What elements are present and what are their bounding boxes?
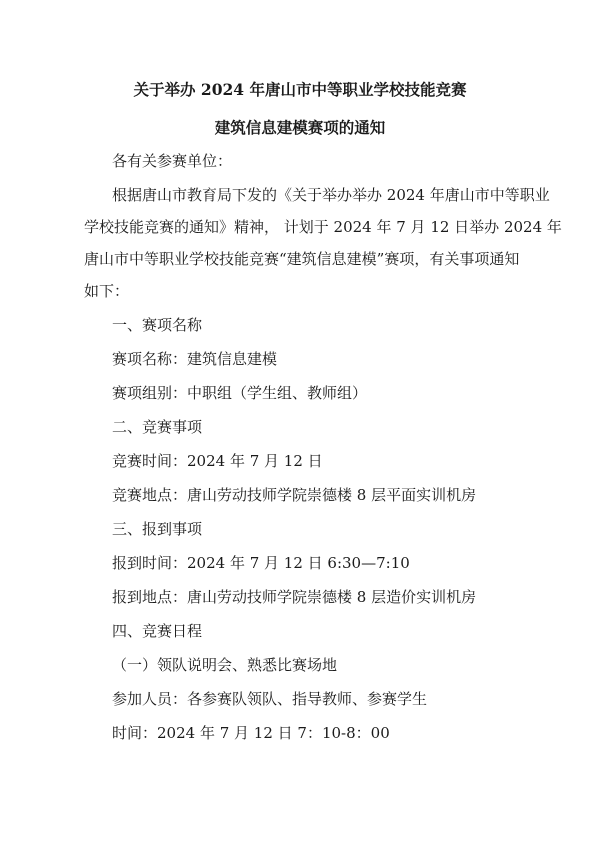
competition-place: 竞赛地点：唐山劳动技师学院崇德楼 8 层平面实训机房 [112, 486, 477, 504]
event-group: 赛项组别：中职组（学生组、教师组） [112, 384, 368, 402]
section-heading-3: 三、报到事项 [112, 520, 203, 538]
intro-line: 根据唐山市教育局下发的《关于举办举办 2024 年唐山市中等职业 [112, 186, 550, 204]
document-title-line-1: 关于举办 2024 年唐山市中等职业学校技能竞赛 [133, 80, 467, 99]
checkin-time: 报到时间：2024 年 7 月 12 日 6:30—7:10 [112, 554, 410, 572]
section-heading-2: 二、竞赛事项 [112, 418, 203, 436]
document-title-line-2: 建筑信息建模赛项的通知 [214, 118, 386, 137]
intro-line: 学校技能竞赛的通知》精神， 计划于 2024 年 7 月 12 日举办 2024 年 [84, 218, 562, 236]
intro-line: 唐山市中等职业学校技能竞赛“建筑信息建模”赛项，有关事项通知 [84, 250, 520, 268]
meeting-time: 时间：2024 年 7 月 12 日 7：10-8：00 [112, 724, 390, 742]
intro-line: 如下： [84, 282, 130, 300]
salutation: 各有关参赛单位： [112, 152, 233, 170]
checkin-place: 报到地点：唐山劳动技师学院崇德楼 8 层造价实训机房 [112, 588, 477, 606]
section-heading-1: 一、赛项名称 [112, 316, 203, 334]
schedule-item-1: （一）领队说明会、熟悉比赛场地 [112, 656, 338, 674]
section-heading-4: 四、竞赛日程 [112, 622, 203, 640]
participants: 参加人员：各参赛队领队、指导教师、参赛学生 [112, 690, 428, 708]
competition-time: 竞赛时间：2024 年 7 月 12 日 [112, 452, 323, 470]
event-name: 赛项名称：建筑信息建模 [112, 350, 278, 368]
